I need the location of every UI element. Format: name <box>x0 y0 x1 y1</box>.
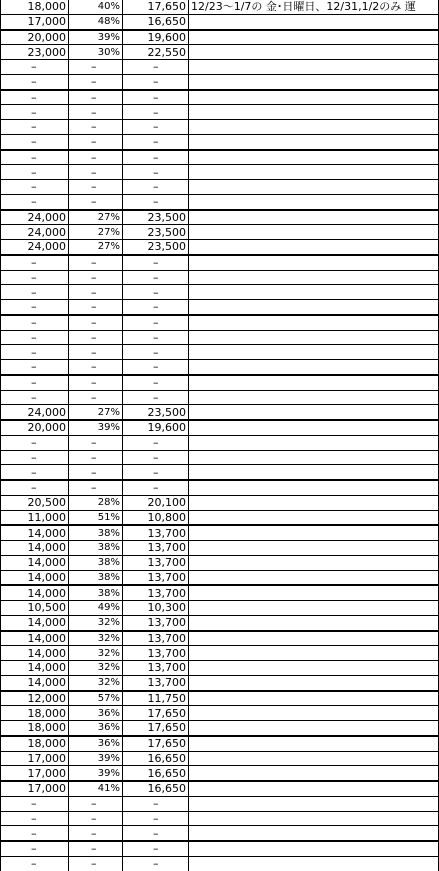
table-row <box>1 706 439 721</box>
price-cell[interactable]: – <box>1 74 69 89</box>
table-row <box>1 781 439 796</box>
note-cell[interactable] <box>189 675 439 690</box>
total-cell[interactable]: 13,700 <box>123 661 189 676</box>
total-cell[interactable]: 13,700 <box>123 525 189 540</box>
price-cell[interactable]: 20,000 <box>1 30 69 45</box>
note-cell[interactable] <box>189 450 439 465</box>
table-row <box>1 811 439 826</box>
total-cell[interactable]: – <box>123 480 189 495</box>
note-cell[interactable] <box>189 510 439 525</box>
note-cell[interactable] <box>189 480 439 495</box>
total-cell[interactable]: 13,700 <box>123 615 189 630</box>
rate-cell[interactable]: – <box>69 360 123 375</box>
table-row <box>1 721 439 736</box>
note-cell[interactable] <box>189 435 439 450</box>
total-cell[interactable]: 23,500 <box>123 210 189 225</box>
table-row <box>1 0 439 14</box>
table-row <box>1 736 439 751</box>
note-cell[interactable] <box>189 165 439 180</box>
rate-cell[interactable]: – <box>69 60 123 75</box>
total-cell[interactable]: – <box>123 390 189 405</box>
table-row <box>1 270 439 285</box>
rate-cell[interactable]: – <box>69 390 123 405</box>
table-row <box>1 480 439 495</box>
note-cell[interactable] <box>189 646 439 661</box>
rate-cell[interactable]: 39% <box>69 30 123 45</box>
note-cell[interactable] <box>189 60 439 75</box>
rate-cell[interactable]: – <box>69 450 123 465</box>
note-cell[interactable] <box>189 841 439 856</box>
total-cell[interactable]: – <box>123 826 189 841</box>
note-cell[interactable] <box>189 300 439 315</box>
price-cell[interactable]: 14,000 <box>1 555 69 570</box>
note-cell[interactable] <box>189 736 439 751</box>
table-row <box>1 615 439 630</box>
table-row <box>1 691 439 706</box>
table-row <box>1 766 439 781</box>
note-cell[interactable] <box>189 255 439 270</box>
table-row <box>1 74 439 89</box>
table-body <box>1 0 439 871</box>
total-cell[interactable]: – <box>123 465 189 480</box>
rate-cell[interactable]: – <box>69 330 123 345</box>
rate-cell[interactable]: 32% <box>69 675 123 690</box>
table-row <box>1 180 439 195</box>
note-cell[interactable] <box>189 270 439 285</box>
price-cell[interactable]: 17,000 <box>1 766 69 781</box>
total-cell[interactable]: 17,650 <box>123 0 189 14</box>
note-cell[interactable] <box>189 706 439 721</box>
rate-cell[interactable]: – <box>69 465 123 480</box>
table-row <box>1 435 439 450</box>
table-row <box>1 495 439 510</box>
note-cell[interactable] <box>189 721 439 736</box>
rate-cell[interactable]: 32% <box>69 661 123 676</box>
table-row <box>1 360 439 375</box>
price-cell[interactable]: – <box>1 105 69 120</box>
total-cell[interactable]: – <box>123 345 189 360</box>
total-cell[interactable]: 13,700 <box>123 570 189 585</box>
total-cell[interactable]: – <box>123 811 189 826</box>
total-cell[interactable]: 17,650 <box>123 706 189 721</box>
note-cell[interactable] <box>189 90 439 105</box>
rate-cell[interactable]: – <box>69 300 123 315</box>
price-cell[interactable]: – <box>1 134 69 149</box>
note-cell[interactable] <box>189 525 439 540</box>
price-cell[interactable]: – <box>1 60 69 75</box>
table-row <box>1 751 439 766</box>
rate-cell[interactable]: 39% <box>69 766 123 781</box>
total-cell[interactable]: – <box>123 194 189 209</box>
note-cell[interactable] <box>189 781 439 796</box>
table-row <box>1 841 439 856</box>
total-cell[interactable]: 23,500 <box>123 405 189 420</box>
total-cell[interactable]: – <box>123 180 189 195</box>
table-row <box>1 585 439 600</box>
rate-cell[interactable]: 38% <box>69 570 123 585</box>
note-cell[interactable] <box>189 691 439 706</box>
table-row <box>1 255 439 270</box>
table-row <box>1 450 439 465</box>
total-cell[interactable]: 17,650 <box>123 721 189 736</box>
note-cell[interactable] <box>189 150 439 165</box>
rate-cell[interactable]: 51% <box>69 510 123 525</box>
rate-cell[interactable]: 38% <box>69 585 123 600</box>
rate-cell[interactable]: – <box>69 435 123 450</box>
total-cell[interactable]: – <box>123 375 189 390</box>
table-row <box>1 105 439 120</box>
total-cell[interactable]: 19,600 <box>123 30 189 45</box>
note-cell[interactable] <box>189 345 439 360</box>
total-cell[interactable]: 23,500 <box>123 225 189 240</box>
total-cell[interactable]: 16,650 <box>123 766 189 781</box>
table-row <box>1 165 439 180</box>
price-cell[interactable]: 11,000 <box>1 510 69 525</box>
price-cell[interactable]: – <box>1 465 69 480</box>
price-cell[interactable]: – <box>1 315 69 330</box>
total-cell[interactable]: – <box>123 255 189 270</box>
price-cell[interactable]: 14,000 <box>1 570 69 585</box>
price-cell[interactable]: 24,000 <box>1 405 69 420</box>
rate-cell[interactable]: 27% <box>69 210 123 225</box>
rate-cell[interactable]: – <box>69 74 123 89</box>
total-cell[interactable]: 13,700 <box>123 541 189 556</box>
note-cell[interactable] <box>189 74 439 89</box>
table-row <box>1 210 439 225</box>
total-cell[interactable]: 16,650 <box>123 781 189 796</box>
price-cell[interactable]: 20,500 <box>1 495 69 510</box>
note-cell[interactable] <box>189 495 439 510</box>
total-cell[interactable]: 23,500 <box>123 240 189 255</box>
price-cell[interactable]: 12,000 <box>1 691 69 706</box>
rate-cell[interactable]: 30% <box>69 45 123 60</box>
total-cell[interactable]: 22,550 <box>123 45 189 60</box>
total-cell[interactable]: – <box>123 150 189 165</box>
total-cell[interactable]: – <box>123 796 189 811</box>
table-row <box>1 14 439 29</box>
table-row <box>1 796 439 811</box>
price-cell[interactable]: – <box>1 345 69 360</box>
rate-cell[interactable]: – <box>69 270 123 285</box>
note-cell[interactable] <box>189 14 439 29</box>
rate-cell[interactable]: – <box>69 120 123 135</box>
total-cell[interactable]: 19,600 <box>123 420 189 435</box>
table-row <box>1 225 439 240</box>
rate-cell[interactable]: – <box>69 345 123 360</box>
total-cell[interactable]: – <box>123 841 189 856</box>
note-cell[interactable] <box>189 390 439 405</box>
total-cell[interactable]: 16,650 <box>123 14 189 29</box>
rate-cell[interactable]: – <box>69 194 123 209</box>
table-row <box>1 510 439 525</box>
note-cell[interactable] <box>189 360 439 375</box>
table-row <box>1 120 439 135</box>
note-cell[interactable] <box>189 194 439 209</box>
total-cell[interactable]: 11,750 <box>123 691 189 706</box>
rate-cell[interactable]: 32% <box>69 646 123 661</box>
price-cell[interactable]: – <box>1 796 69 811</box>
note-cell[interactable] <box>189 120 439 135</box>
rate-cell[interactable]: – <box>69 105 123 120</box>
price-cell[interactable]: 10,500 <box>1 601 69 616</box>
rate-cell[interactable]: 41% <box>69 781 123 796</box>
total-cell[interactable]: – <box>123 330 189 345</box>
price-cell[interactable]: – <box>1 194 69 209</box>
rate-cell[interactable]: 39% <box>69 420 123 435</box>
note-cell[interactable] <box>189 601 439 616</box>
table-row <box>1 194 439 209</box>
table-row <box>1 240 439 255</box>
total-cell[interactable]: 16,650 <box>123 751 189 766</box>
price-cell[interactable]: 14,000 <box>1 661 69 676</box>
table-row <box>1 390 439 405</box>
note-cell[interactable] <box>189 826 439 841</box>
price-cell[interactable]: – <box>1 450 69 465</box>
note-cell[interactable] <box>189 615 439 630</box>
rate-cell[interactable]: – <box>69 315 123 330</box>
price-cell[interactable]: 17,000 <box>1 14 69 29</box>
note-cell[interactable] <box>189 811 439 826</box>
note-cell[interactable] <box>189 465 439 480</box>
rate-cell[interactable]: 48% <box>69 14 123 29</box>
note-cell[interactable] <box>189 180 439 195</box>
rate-cell[interactable]: 27% <box>69 240 123 255</box>
table-row <box>1 465 439 480</box>
table-row <box>1 330 439 345</box>
rate-cell[interactable]: 28% <box>69 495 123 510</box>
price-cell[interactable]: – <box>1 841 69 856</box>
price-cell[interactable]: 14,000 <box>1 525 69 540</box>
rate-cell[interactable]: – <box>69 165 123 180</box>
note-cell[interactable] <box>189 766 439 781</box>
price-cell[interactable]: 18,000 <box>1 736 69 751</box>
note-cell[interactable] <box>189 225 439 240</box>
price-cell[interactable]: – <box>1 270 69 285</box>
price-cell[interactable]: – <box>1 255 69 270</box>
rate-cell[interactable]: 36% <box>69 721 123 736</box>
price-cell[interactable]: – <box>1 375 69 390</box>
price-cell[interactable]: 14,000 <box>1 646 69 661</box>
note-cell[interactable] <box>189 541 439 556</box>
rate-cell[interactable]: – <box>69 856 123 870</box>
rate-cell[interactable]: – <box>69 285 123 300</box>
table-row <box>1 315 439 330</box>
rate-cell[interactable]: 32% <box>69 615 123 630</box>
price-cell[interactable]: 14,000 <box>1 615 69 630</box>
table-row <box>1 661 439 676</box>
table-row <box>1 570 439 585</box>
table-row <box>1 90 439 105</box>
table-row <box>1 300 439 315</box>
price-cell[interactable]: 24,000 <box>1 225 69 240</box>
total-cell[interactable]: – <box>123 856 189 870</box>
total-cell[interactable]: – <box>123 90 189 105</box>
rate-cell[interactable]: – <box>69 180 123 195</box>
table-row <box>1 856 439 870</box>
note-cell[interactable] <box>189 315 439 330</box>
table-row <box>1 405 439 420</box>
total-cell[interactable]: – <box>123 120 189 135</box>
price-cell[interactable]: – <box>1 811 69 826</box>
rate-cell[interactable]: 49% <box>69 601 123 616</box>
table-row <box>1 826 439 841</box>
rate-cell[interactable]: – <box>69 150 123 165</box>
note-cell[interactable] <box>189 45 439 60</box>
price-cell[interactable]: – <box>1 330 69 345</box>
table-row <box>1 675 439 690</box>
note-cell[interactable] <box>189 856 439 870</box>
total-cell[interactable]: – <box>123 165 189 180</box>
rate-cell[interactable]: – <box>69 811 123 826</box>
total-cell[interactable]: – <box>123 285 189 300</box>
table-row <box>1 525 439 540</box>
note-cell[interactable] <box>189 330 439 345</box>
rate-cell[interactable]: 27% <box>69 405 123 420</box>
price-cell[interactable]: 14,000 <box>1 541 69 556</box>
price-cell[interactable]: 23,000 <box>1 45 69 60</box>
note-cell[interactable] <box>189 555 439 570</box>
total-cell[interactable]: – <box>123 435 189 450</box>
note-cell[interactable] <box>189 134 439 149</box>
total-cell[interactable]: – <box>123 134 189 149</box>
table-row <box>1 60 439 75</box>
note-cell[interactable]: 12/23～1/7の 金･日曜日、12/31,1/2のみ 運 <box>189 0 439 14</box>
rate-cell[interactable]: 57% <box>69 691 123 706</box>
price-cell[interactable]: 18,000 <box>1 0 69 14</box>
rate-cell[interactable]: 38% <box>69 525 123 540</box>
price-cell[interactable]: – <box>1 120 69 135</box>
note-cell[interactable] <box>189 405 439 420</box>
price-cell[interactable]: 17,000 <box>1 781 69 796</box>
total-cell[interactable]: 20,100 <box>123 495 189 510</box>
price-cell[interactable]: – <box>1 180 69 195</box>
table-row <box>1 601 439 616</box>
price-cell[interactable]: – <box>1 150 69 165</box>
price-cell[interactable]: – <box>1 435 69 450</box>
note-cell[interactable] <box>189 210 439 225</box>
total-cell[interactable]: 13,700 <box>123 585 189 600</box>
table-row <box>1 150 439 165</box>
rate-cell[interactable]: – <box>69 480 123 495</box>
total-cell[interactable]: – <box>123 300 189 315</box>
rate-cell[interactable]: 27% <box>69 225 123 240</box>
price-cell[interactable]: – <box>1 826 69 841</box>
price-cell[interactable]: 18,000 <box>1 706 69 721</box>
rate-cell[interactable]: – <box>69 255 123 270</box>
table-row <box>1 30 439 45</box>
rate-cell[interactable]: 36% <box>69 736 123 751</box>
price-cell[interactable]: 17,000 <box>1 751 69 766</box>
rate-cell[interactable]: 32% <box>69 631 123 646</box>
price-cell[interactable]: 24,000 <box>1 210 69 225</box>
total-cell[interactable]: – <box>123 360 189 375</box>
total-cell[interactable]: – <box>123 74 189 89</box>
price-cell[interactable]: 24,000 <box>1 240 69 255</box>
total-cell[interactable]: 10,300 <box>123 601 189 616</box>
rate-cell[interactable]: 38% <box>69 555 123 570</box>
note-cell[interactable] <box>189 30 439 45</box>
price-cell[interactable]: – <box>1 285 69 300</box>
rate-cell[interactable]: – <box>69 134 123 149</box>
note-cell[interactable] <box>189 796 439 811</box>
total-cell[interactable]: – <box>123 450 189 465</box>
price-cell[interactable]: – <box>1 390 69 405</box>
price-cell[interactable]: 14,000 <box>1 675 69 690</box>
table-row <box>1 420 439 435</box>
table-row <box>1 631 439 646</box>
note-cell[interactable] <box>189 585 439 600</box>
table-row <box>1 45 439 60</box>
table-row <box>1 134 439 149</box>
note-cell[interactable] <box>189 420 439 435</box>
note-cell[interactable] <box>189 105 439 120</box>
note-cell[interactable] <box>189 240 439 255</box>
rate-cell[interactable]: 39% <box>69 751 123 766</box>
note-cell[interactable] <box>189 631 439 646</box>
price-cell[interactable]: – <box>1 300 69 315</box>
total-cell[interactable]: 10,800 <box>123 510 189 525</box>
price-cell[interactable]: – <box>1 856 69 870</box>
total-cell[interactable]: 13,700 <box>123 631 189 646</box>
total-cell[interactable]: – <box>123 270 189 285</box>
rate-cell[interactable]: 38% <box>69 541 123 556</box>
price-cell[interactable]: – <box>1 360 69 375</box>
rate-cell[interactable]: 40% <box>69 0 123 14</box>
total-cell[interactable]: 13,700 <box>123 646 189 661</box>
table-row <box>1 646 439 661</box>
table-row <box>1 541 439 556</box>
price-cell[interactable]: – <box>1 480 69 495</box>
total-cell[interactable]: – <box>123 105 189 120</box>
total-cell[interactable]: – <box>123 60 189 75</box>
note-cell[interactable] <box>189 375 439 390</box>
rate-cell[interactable]: – <box>69 90 123 105</box>
note-cell[interactable] <box>189 285 439 300</box>
rate-cell[interactable]: – <box>69 375 123 390</box>
table-row <box>1 555 439 570</box>
note-cell[interactable] <box>189 570 439 585</box>
total-cell[interactable]: – <box>123 315 189 330</box>
rate-cell[interactable]: – <box>69 796 123 811</box>
rate-cell[interactable]: – <box>69 841 123 856</box>
price-cell[interactable]: – <box>1 90 69 105</box>
total-cell[interactable]: 13,700 <box>123 675 189 690</box>
price-cell[interactable]: 18,000 <box>1 721 69 736</box>
rate-cell[interactable]: 36% <box>69 706 123 721</box>
table-row <box>1 285 439 300</box>
table-row <box>1 345 439 360</box>
price-cell[interactable]: 20,000 <box>1 420 69 435</box>
total-cell[interactable]: 17,650 <box>123 736 189 751</box>
rate-cell[interactable]: – <box>69 826 123 841</box>
price-cell[interactable]: 14,000 <box>1 585 69 600</box>
price-cell[interactable]: – <box>1 165 69 180</box>
note-cell[interactable] <box>189 751 439 766</box>
note-cell[interactable] <box>189 661 439 676</box>
total-cell[interactable]: 13,700 <box>123 555 189 570</box>
table-row <box>1 375 439 390</box>
price-cell[interactable]: 14,000 <box>1 631 69 646</box>
